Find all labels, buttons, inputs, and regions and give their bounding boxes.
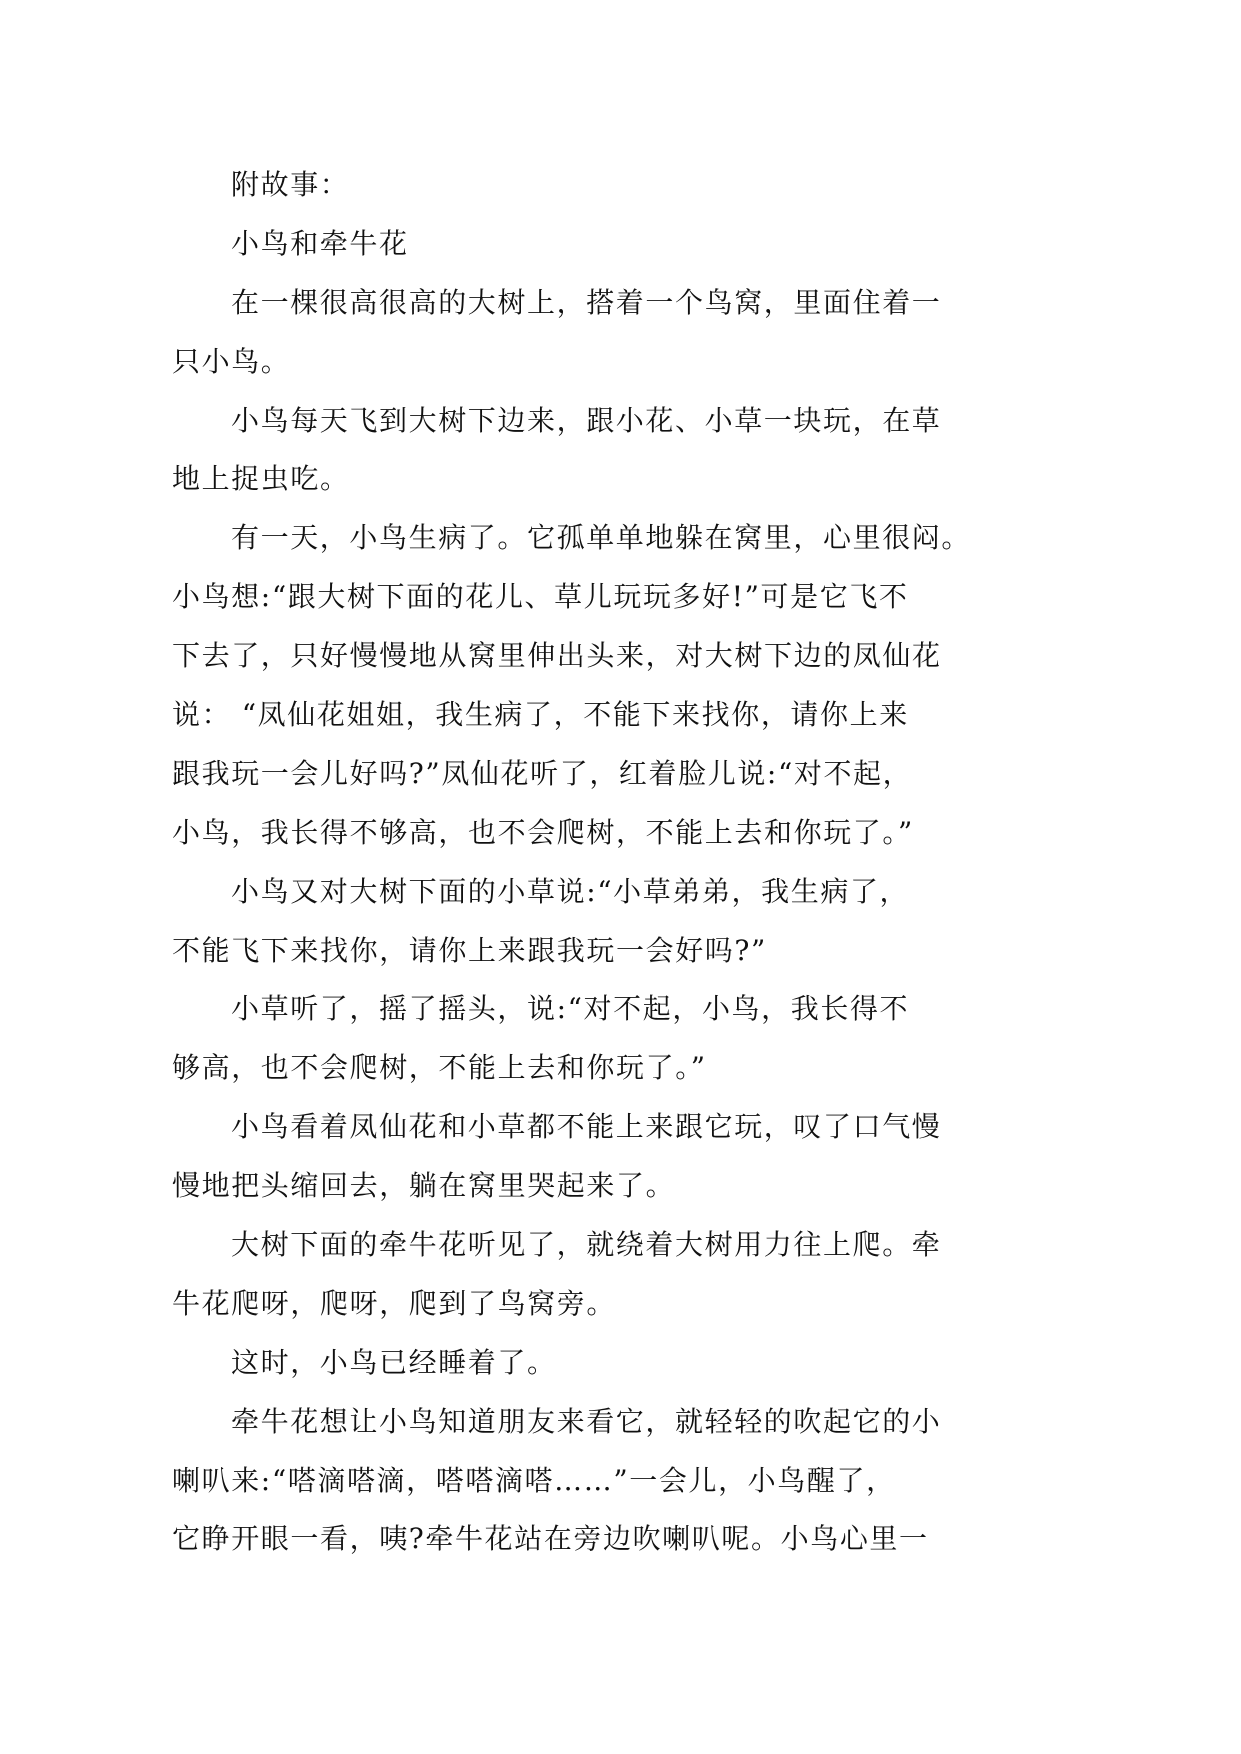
- text-line: 跟我玩一会儿好吗?”凤仙花听了，红着脸儿说:“对不起，: [172, 756, 913, 790]
- text-line: 附故事：: [231, 168, 350, 201]
- text-line: 小草听了，摇了摇头，说:“对不起，小鸟，我长得不: [231, 992, 910, 1026]
- text-line: 只小鸟。: [172, 344, 291, 378]
- text-line: 说： “凤仙花姐姐，我生病了，不能下来找你，请你上来: [172, 698, 909, 732]
- text-line: 够高，也不会爬树，不能上去和你玩了。”: [172, 1051, 707, 1085]
- text-line: 小鸟和牵牛花: [231, 226, 409, 260]
- text-line: 牛花爬呀，爬呀，爬到了鸟窝旁。: [172, 1286, 617, 1320]
- text-line: 小鸟，我长得不够高，也不会爬树，不能上去和你玩了。”: [172, 815, 914, 849]
- text-line: 不能飞下来找你，请你上来跟我玩一会好吗?”: [172, 933, 767, 967]
- text-line: 小鸟每天飞到大树下边来，跟小花、小草一块玩，在草: [231, 403, 942, 437]
- paragraph: [172, 274, 992, 392]
- text-line: 大树下面的牵牛花听见了，就绕着大树用力往上爬。牵: [231, 1228, 942, 1262]
- text-line: 慢地把头缩回去，躺在窝里哭起来了。: [172, 1169, 676, 1203]
- text-line: 这时，小鸟已经睡着了。: [231, 1345, 557, 1379]
- paragraph: [172, 863, 992, 981]
- paragraph: [172, 392, 992, 510]
- text-line: 小鸟想:“跟大树下面的花儿、草儿玩玩多好!”可是它飞不: [172, 580, 909, 614]
- text-line: 地上捉虫吃。: [172, 462, 350, 496]
- paragraph: [172, 1393, 992, 1570]
- text-line: 小鸟又对大树下面的小草说:“小草弟弟，我生病了，: [231, 874, 910, 908]
- text-line: 喇叭来:“嗒滴嗒滴，嗒嗒滴嗒……”一会儿，小鸟醒了，: [172, 1463, 896, 1497]
- story-text-body: [172, 156, 992, 1569]
- story-title: [172, 215, 992, 274]
- story-intro-label: [172, 156, 992, 215]
- paragraph: [172, 1098, 992, 1216]
- paragraph: [172, 1334, 992, 1393]
- paragraph: [172, 980, 992, 1098]
- text-line: 下去了，只好慢慢地从窝里伸出头来，对大树下边的凤仙花: [172, 639, 942, 673]
- text-line: 牵牛花想让小鸟知道朋友来看它，就轻轻的吹起它的小: [231, 1404, 942, 1438]
- text-line: 它睁开眼一看，咦?牵牛花站在旁边吹喇叭呢。小鸟心里一: [172, 1522, 929, 1556]
- text-line: 有一天，小鸟生病了。它孤单单地躲在窝里，心里很闷。: [231, 521, 972, 555]
- text-line: 小鸟看着凤仙花和小草都不能上来跟它玩，叹了口气慢: [231, 1110, 942, 1144]
- paragraph: [172, 1216, 992, 1334]
- text-line: 在一棵很高很高的大树上，搭着一个鸟窝，里面住着一: [231, 285, 942, 319]
- paragraph: [172, 509, 992, 862]
